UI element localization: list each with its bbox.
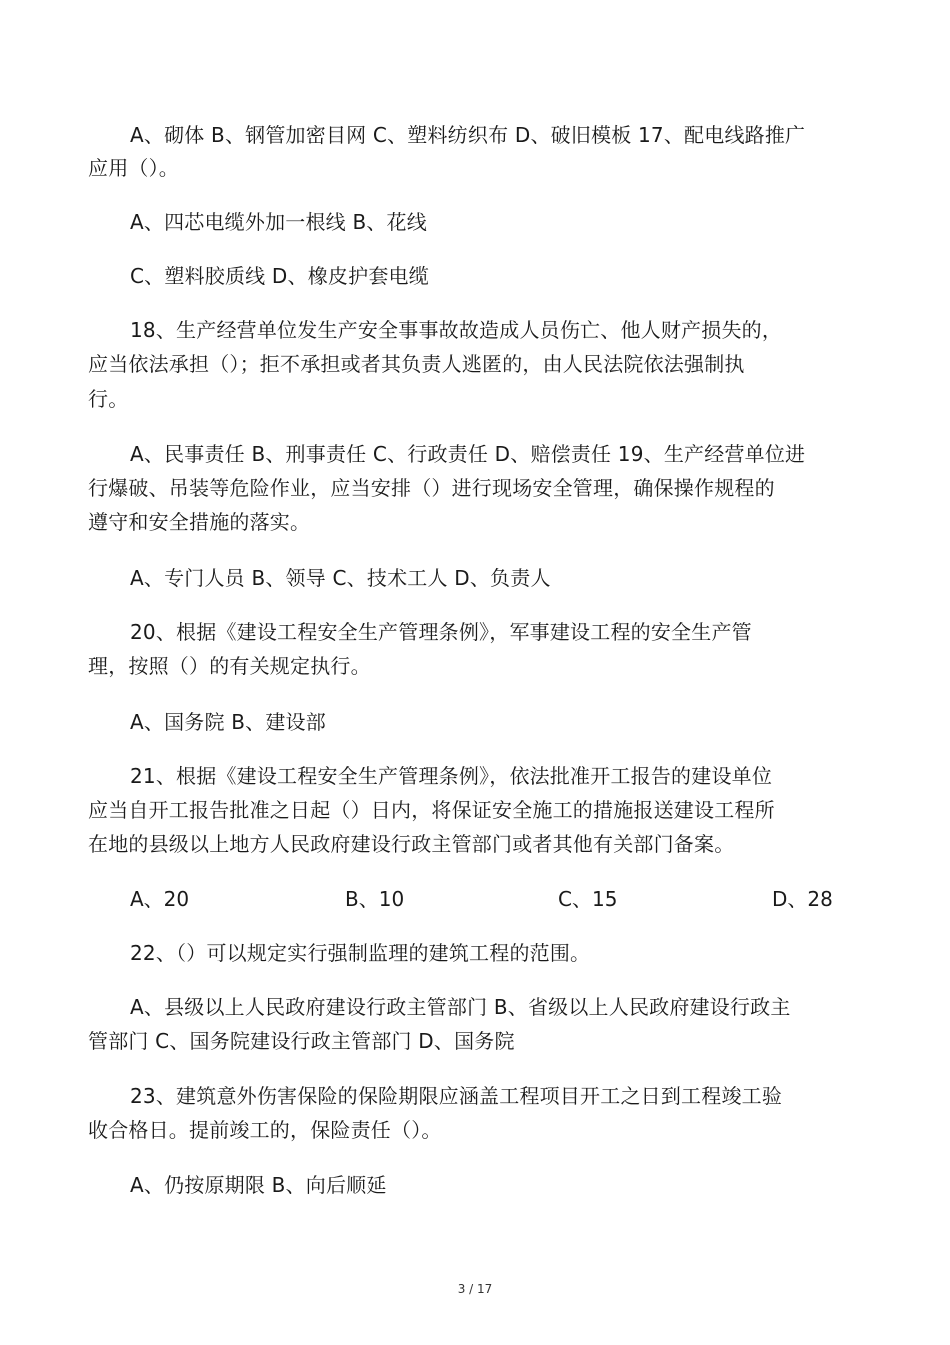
option-b: B、10	[345, 887, 405, 911]
text-line: 收合格日。提前竣工的，保险责任（）。	[88, 1118, 442, 1142]
option-d: D、28	[772, 887, 833, 911]
text-line: 应用（）。	[88, 156, 179, 180]
text-line: 行爆破、吊装等危险作业，应当安排（）进行现场安全管理，确保操作规程的	[88, 476, 775, 500]
question-21: 21、根据《建设工程安全生产管理条例》，依法批准开工报告的建设单位	[130, 764, 773, 788]
question-18: 18、生产经营单位发生产安全事事故故造成人员伤亡、他人财产损失的，	[130, 318, 783, 342]
text-line: 管部门 C、国务院建设行政主管部门 D、国务院	[88, 1029, 515, 1053]
text-line: A、仍按原期限 B、向后顺延	[130, 1173, 387, 1197]
option-a: A、20	[130, 887, 190, 911]
page-number: 3 / 17	[457, 1282, 493, 1296]
text-line: 遵守和安全措施的落实。	[88, 510, 311, 534]
text-line: A、四芯电缆外加一根线 B、花线	[130, 210, 427, 234]
option-c: C、15	[558, 887, 618, 911]
text-line: 应当自开工报告批准之日起（）日内，将保证安全施工的措施报送建设工程所	[88, 798, 775, 822]
text-line: C、塑料胶质线 D、橡皮护套电缆	[130, 264, 429, 288]
question-20: 20、根据《建设工程安全生产管理条例》，军事建设工程的安全生产管	[130, 620, 752, 644]
text-line: 应当依法承担（）；拒不承担或者其负责人逃匿的，由人民法院依法强制执	[88, 352, 745, 376]
text-line: A、国务院 B、建设部	[130, 710, 326, 734]
question-22: 22、（）可以规定实行强制监理的建筑工程的范围。	[130, 941, 591, 965]
text-line: A、县级以上人民政府建设行政主管部门 B、省级以上人民政府建设行政主	[130, 995, 791, 1019]
question-23: 23、建筑意外伤害保险的保险期限应涵盖工程项目开工之日到工程竣工验	[130, 1084, 783, 1108]
text-line: 在地的县级以上地方人民政府建设行政主管部门或者其他有关部门备案。	[88, 832, 735, 856]
text-line: A、民事责任 B、刑事责任 C、行政责任 D、赔偿责任 19、生产经营单位进	[130, 442, 806, 466]
text-line: 行。	[88, 387, 129, 411]
text-line: A、专门人员 B、领导 C、技术工人 D、负责人	[130, 566, 551, 590]
text-line: A、砌体 B、钢管加密目网 C、塑料纺织布 D、破旧模板 17、配电线路推广	[130, 123, 806, 147]
text-line: 理，按照（）的有关规定执行。	[88, 654, 371, 678]
